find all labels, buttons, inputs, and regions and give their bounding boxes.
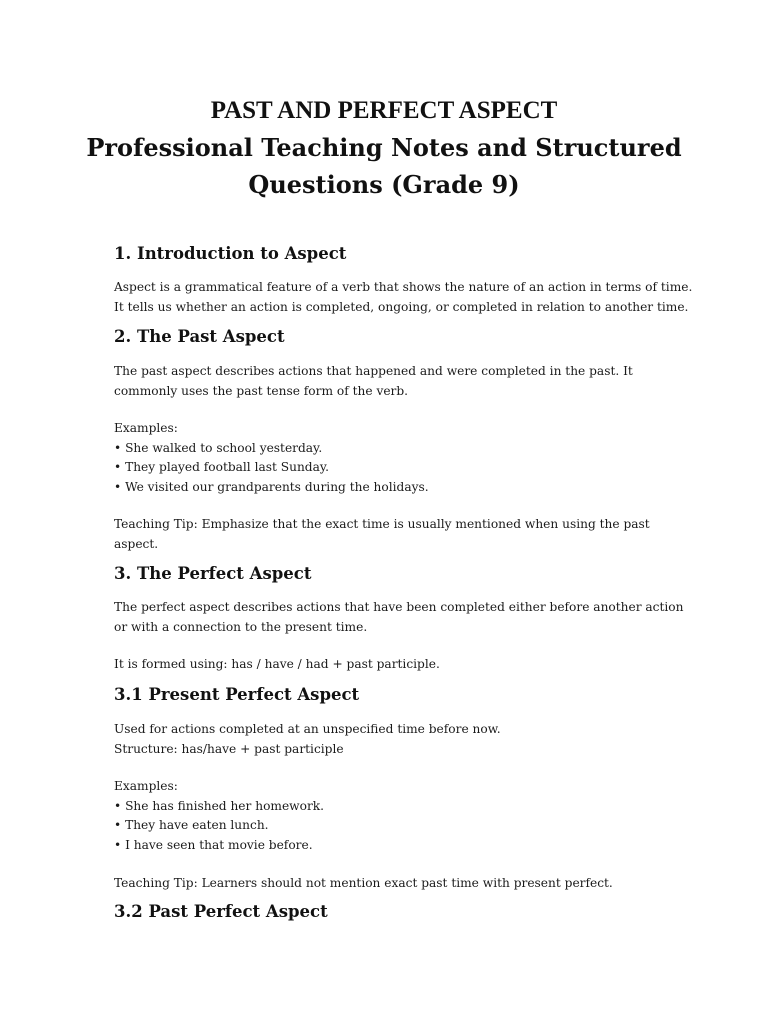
perfect-line-2: or with a connection to the present time.: [114, 619, 368, 634]
present-perfect-example-1: • She has finished her homework.: [114, 798, 325, 813]
present-perfect-examples-label: Examples:: [114, 779, 178, 793]
present-perfect-example-3: • I have seen that movie before.: [114, 837, 313, 852]
present-perfect-paragraph: [114, 720, 501, 759]
perfect-paragraph: [114, 598, 684, 637]
past-tip-line-1: Teaching Tip: Emphasize that the exact time is usually mentioned when using the past: [114, 517, 650, 531]
past-line-1: The past aspect describes actions that happened and were completed in the past. It: [114, 364, 633, 378]
past-examples: [114, 419, 429, 497]
intro-paragraph: [114, 278, 692, 317]
perfect-formation-line: It is formed using: has / have / had + past participle.: [114, 657, 440, 671]
title-line-3: Questions (Grade 9): [248, 170, 520, 199]
past-examples-label: Examples:: [114, 421, 178, 435]
heading-past-aspect: 2. The Past Aspect: [114, 327, 285, 346]
past-example-2: • They played football last Sunday.: [114, 460, 330, 474]
past-paragraph: [114, 362, 633, 401]
perfect-line-1: The perfect aspect describes actions that have been completed either before another action: [114, 600, 684, 614]
heading-past-perfect: 3.2 Past Perfect Aspect: [114, 902, 328, 921]
title-line-1: PAST AND PERFECT ASPECT: [210, 97, 558, 124]
document-title: [0, 92, 768, 203]
present-perfect-examples: [114, 777, 324, 855]
present-perfect-teaching-tip: [114, 874, 613, 894]
past-teaching-tip: [114, 515, 650, 554]
title-line-2: Professional Teaching Notes and Structured: [86, 133, 682, 162]
heading-present-perfect: 3.1 Present Perfect Aspect: [114, 685, 360, 704]
intro-line-2: It tells us whether an action is completed, ongoing, or completed in relation to another time.: [114, 299, 689, 314]
past-example-3: • We visited our grandparents during the holidays.: [114, 479, 429, 494]
present-perfect-tip-line: Teaching Tip: Learners should not mention exact past time with present perfect.: [114, 876, 613, 890]
past-example-1: • She walked to school yesterday.: [114, 440, 323, 455]
present-perfect-line-1: Used for actions completed at an unspecified time before now.: [114, 722, 501, 736]
present-perfect-structure: Structure: has/have + past participle: [114, 741, 344, 756]
past-tip-line-2: aspect.: [114, 536, 159, 551]
heading-introduction: 1. Introduction to Aspect: [114, 244, 347, 263]
intro-line-1: Aspect is a grammatical feature of a verb that shows the nature of an action in terms of time.: [114, 280, 693, 294]
heading-perfect-aspect: 3. The Perfect Aspect: [114, 564, 312, 583]
past-line-2: commonly uses the past tense form of the verb.: [114, 383, 409, 398]
present-perfect-example-2: • They have eaten lunch.: [114, 818, 269, 832]
perfect-formation: [114, 655, 440, 675]
